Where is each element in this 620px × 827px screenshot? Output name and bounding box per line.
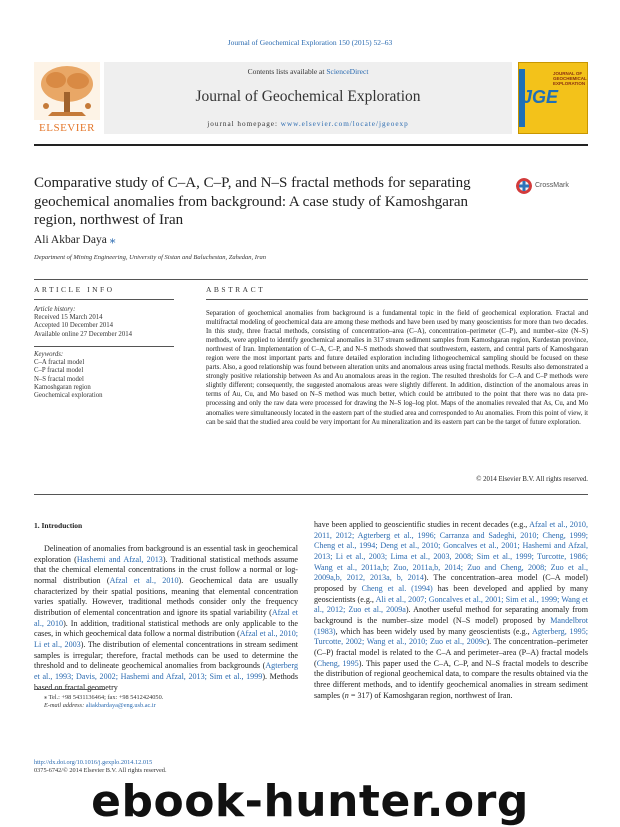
article-title: Comparative study of C–A, C–P, and N–S fractal methods for separating geochemical anomalies from background: A case study of Kamoshgaran region, northwest of Iran	[34, 175, 471, 228]
abstract-text: Separation of geochemical anomalies from background is a fundamental topic in the field of geochemical exploration. Fractal and multifractal modeling of geochemical data are among these methods and have been used by many geoscientists for more than two decades. In this study, three fractal methods, consisting of concentration–area (C–A), concentration–perimeter (C–P), and number–size (N–S) methods, were applied to identify geochemical anomalies in 317 stream sediment samples from Kamoshgaran region, Kurdestan province, northwest of Iran. Implementation of C–A, C–P, and N–S methods showed that southwestern, eastern, and central parts of Kamoshgaran region were the most important parts and future detailed exploration including lithogeochemical sampling should be focused on these parts. Also, a good relationship was found between alteration units and anomalous areas using fractal methods. Results also demonstrated a strongly positive relationship between As and Au anomalous areas in the region. The resulted thresholds for C–A and C–P methods were slightly different; consequently, the suggested anomalous areas were slightly different. In addition, distinction of the anomalous areas in terms of Au, Cu, and Mo based on N–S method was much better, which could be attributed to the point that there was no data pre-processing and only the raw data were processed for drawing the N–S log–log plot. Maps of the anomalies revealed that As, Cu, and Mo anomalies were simultaneously located in the eastern part of the studied area and corresponded to Au anomalies. From this point of view, it can be said that the studied area could be very important for Au mineralization and its eastern part can be the target of future exploration.	[206, 310, 588, 426]
info-rule	[34, 299, 174, 300]
journal-reference[interactable]: Journal of Geochemical Exploration 150 (2015) 52–63	[227, 38, 393, 47]
history-label: Article history:	[34, 306, 76, 313]
watermark-text: ebook-hunter.org	[91, 776, 529, 827]
intro-column-left: Delineation of anomalies from background is an essential task in geochemical exploration (Hashemi and Afzal, 2013). Traditional statistical methods assume that the chemical elemental concentrations in the crust follow a normal or log-normal distribution (Afzal et al., 2010). Geochemical data are usually characterized by their spatial positions, meaning that elemental concentration varies spatially. However, traditional methods consider only the frequency distribution of elemental concentration and ignore its spatial variability (Afzal et al., 2010). In addition, traditional statistical methods are only applicable to the cases, in which geochemical data follow a normal distribution (Afzal et al., 2010; Li et al., 2003). The distribution of elemental concentrations in stream sediment samples is irregular; therefore, fractal methods can be used to determine the threshold and to delineate geochemical anomalies from backgrounds (Agterberg et al., 1993; Davis, 2002; Hashemi and Afzal, 2013; Sim et al., 1999). Methods based on fractal geometry	[34, 544, 299, 692]
keyword-item: N–S fractal model	[34, 375, 84, 383]
history-accepted: Accepted 10 December 2014	[34, 322, 114, 330]
doi-link[interactable]: http://dx.doi.org/10.1016/j.gexplo.2014.12.015	[34, 759, 153, 766]
author-text: Ali Akbar Daya	[34, 234, 107, 246]
email-label: E-mail address:	[44, 702, 86, 709]
elsevier-logo[interactable]	[34, 62, 100, 134]
keywords-block	[34, 351, 174, 400]
keywords-rule	[34, 346, 174, 347]
doi-block	[34, 759, 167, 775]
journal-cover-thumbnail[interactable]	[518, 62, 588, 134]
elsevier-wordmark: ELSEVIER	[39, 122, 95, 134]
keyword-item: C–P fractal model	[34, 367, 84, 375]
masthead-center	[104, 62, 512, 134]
abstract-bottom-rule	[34, 494, 588, 495]
journal-homepage	[104, 120, 512, 128]
contents-prefix: Contents lists available at	[247, 67, 327, 76]
keyword-item: C–A fractal model	[34, 359, 85, 367]
author-name	[34, 232, 115, 246]
email-link[interactable]: aliakbardaya@eng.usb.ac.ir	[85, 702, 156, 709]
contents-line	[104, 67, 512, 76]
sciencedirect-link[interactable]: ScienceDirect	[326, 67, 369, 76]
crossmark-button[interactable]	[516, 178, 588, 194]
keywords-label: Keywords:	[34, 351, 64, 358]
header-rule	[34, 279, 588, 280]
issn-line: 0375-6742/© 2014 Elsevier B.V. All rights reserved.	[34, 767, 167, 774]
abstract-copyright: © 2014 Elsevier B.V. All rights reserved.	[476, 476, 588, 483]
article-info-heading: ARTICLE INFO	[34, 285, 115, 294]
masthead-divider	[34, 144, 588, 146]
history-received: Received 15 March 2014	[34, 314, 103, 322]
author-affiliation: Department of Mining Engineering, University of Sistan and Baluchestan, Zahedan, Iran	[34, 254, 266, 261]
journal-title: Journal of Geochemical Exploration	[195, 88, 421, 105]
crossmark-label: CrossMark	[535, 182, 569, 189]
homepage-link[interactable]: www.elsevier.com/locate/jgeoexp	[280, 120, 409, 128]
homepage-prefix: journal homepage:	[207, 120, 281, 128]
keyword-item: Geochemical exploration	[34, 392, 103, 400]
cover-title: JOURNAL OF GEOCHEMICAL EXPLORATION	[553, 71, 587, 86]
footnote-rule	[34, 689, 104, 690]
footnote-tel: ⁎ Tel.: +98 5431136464; fax: +98 5412424050.	[44, 694, 164, 701]
journal-masthead	[34, 62, 588, 136]
section-heading-introduction: 1. Introduction	[34, 521, 83, 530]
history-online: Available online 27 December 2014	[34, 330, 133, 338]
abstract-heading: ABSTRACT	[206, 285, 266, 294]
abstract-rule	[206, 299, 588, 300]
article-history	[34, 306, 174, 339]
crossmark-icon	[516, 178, 532, 194]
elsevier-tree-icon	[34, 62, 100, 120]
intro-column-right: have been applied to geoscientific studies in recent decades (e.g., Afzal et al., 2010, 2011, 2012; Agterberg et al., 1996; Carranza and Sadeghi, 2010; Cheng, 1999; Cheng et al., 1994; Deng et al., 2010; Goncalves et al., 2001; Hashemi and Afzal, 2013; Li et al., 2003; Lima et al., 2003, 2008; Sim et al., 1999; Turcotte, 1986; Wang et al., 2011a,b; Zuo, 2011a,b, 2014; Zuo and Cheng, 2008; Zuo et al., 2009a,b, 2012, 2013a, b, 2014). The concentration–area model (C–A model) proposed by Cheng et al. (1994) has been developed and applied by many geoscientists (e.g., Ali et al., 2007; Goncalves et al., 2001; Sim et al., 1999; Wang et al., 2012; Zuo et al., 2009a). Another useful method for separating anomaly from background is the number–size model (N–S model) proposed by Mandelbrot (1983), which has been widely used by many geoscientists (e.g., Agterberg, 1995; Turcotte, 2002; Wang et al., 2010; Zuo et al., 2009c). The concentration–perimeter (C–P) fractal model is related to the C–A and perimeter–area (P–A) fractal models (Cheng, 1995). This paper used the C–A, C–P, and N–S fractal models to describe the distribution of regional geochemical data, to compare the results obtained via the three different methods, and to identify geochemical anomalies in stream sediment samples (n = 317) of Kamoshgaran region, northwest of Iran.	[314, 520, 588, 700]
cover-abbrev: JGE	[522, 87, 559, 107]
footnote-email-line	[44, 702, 298, 710]
author-footnote	[34, 694, 298, 710]
author-footnote-mark[interactable]: ⁎	[109, 234, 116, 246]
keyword-item: Kamoshgaran region	[34, 383, 91, 391]
